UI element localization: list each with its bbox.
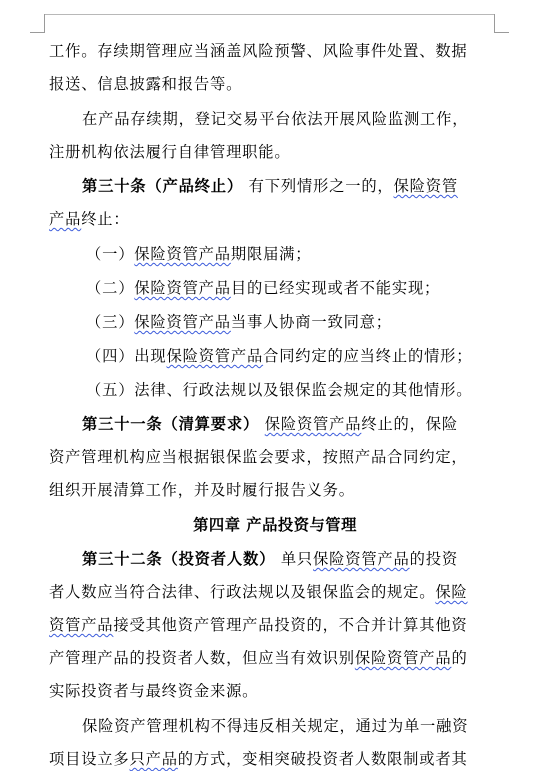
paragraph-line xyxy=(82,716,499,736)
spellcheck-underlined-term: 保险资管产品 xyxy=(166,347,264,365)
text-line xyxy=(49,749,499,769)
spellcheck-underlined-term: 保险资管产品 xyxy=(354,649,452,667)
text-run: （三） xyxy=(86,313,135,331)
text-run: 资产管理机构应当根据银保监会要求，按照产品合同约定， xyxy=(49,448,468,466)
text-run: 目的已经实现或者不能实现； xyxy=(230,279,441,297)
page-top-border xyxy=(44,14,494,15)
text-line xyxy=(49,41,499,61)
text-run: 组织开展清算工作，并及时履行报告义务。 xyxy=(49,481,355,499)
spellcheck-underlined-term: 只产品 xyxy=(129,750,178,768)
article-heading: 第三十一条（清算要求） xyxy=(82,415,260,433)
text-run: 终止的，保险 xyxy=(361,415,458,433)
text-line xyxy=(49,447,499,467)
article-heading: 第三十二条（投资者人数） xyxy=(82,550,276,568)
article-heading: 第三十条（产品终止） xyxy=(82,177,243,195)
spellcheck-underlined-term: 资管产品 xyxy=(49,616,114,634)
text-line xyxy=(49,142,499,162)
spellcheck-underlined-term: 保险 xyxy=(435,583,468,601)
text-run: （四）出现 xyxy=(86,347,167,365)
text-run: 合同约定的应当终止的情形； xyxy=(263,347,473,365)
text-run: （五）法律、行政法规以及银保监会规定的其他情形。 xyxy=(86,381,473,399)
text-run: 产管理产品的投资者人数，但应当有效识别 xyxy=(49,649,355,667)
text-run: 期限届满； xyxy=(230,245,312,263)
text-run: 保险资产管理机构不得违反相关规定，通过为单一融资 xyxy=(82,717,469,735)
spellcheck-underlined-term: 保险资管 xyxy=(393,177,458,195)
text-run: 实际投资者与最终资金来源。 xyxy=(49,682,259,700)
spellcheck-underlined-term: 保险资管产品 xyxy=(134,279,231,297)
text-line xyxy=(49,681,499,701)
spellcheck-underlined-term: 保险资管产品 xyxy=(264,415,362,433)
text-run: 终止： xyxy=(81,210,130,228)
text-line xyxy=(49,480,499,500)
list-item xyxy=(86,346,536,366)
text-run: 在产品存续期，登记交易平台依法开展风险监测工作， xyxy=(82,110,469,128)
text-run: 工作。存续期管理应当涵盖风险预警、风险事件处置、数据 xyxy=(49,42,468,60)
text-run: 注册机构依法履行自律管理职能。 xyxy=(49,143,291,161)
text-line xyxy=(49,648,499,668)
text-run: 的投资 xyxy=(409,550,458,568)
text-line xyxy=(49,582,499,602)
spellcheck-underlined-term: 产品 xyxy=(49,210,82,228)
text-run: 单只 xyxy=(275,550,314,568)
list-item xyxy=(86,312,536,332)
paragraph-line xyxy=(82,109,499,129)
article-32-line xyxy=(82,549,499,569)
spellcheck-underlined-term: 保险资管产品 xyxy=(134,245,231,263)
text-run: 者人数应当符合法律、行政法规以及银保监会的规定。 xyxy=(49,583,436,601)
list-item xyxy=(86,278,536,298)
list-item xyxy=(86,244,536,264)
chapter-title: 第四章 产品投资与管理 xyxy=(193,516,357,534)
article-31-line xyxy=(82,414,499,434)
text-run: 报送、信息披露和报告等。 xyxy=(49,75,243,93)
list-item xyxy=(86,380,536,400)
text-line xyxy=(49,209,499,229)
spellcheck-underlined-term: 保险资管产品 xyxy=(313,550,410,568)
chapter-heading xyxy=(0,515,550,535)
text-line xyxy=(49,615,499,635)
text-run: 的 xyxy=(451,649,468,667)
text-run: （一） xyxy=(86,245,135,263)
text-run: 当事人协商一致同意； xyxy=(230,313,392,331)
text-run: 有下列情形之一的， xyxy=(242,177,394,195)
text-run: 的方式，变相突破投资者人数限制或者其 xyxy=(177,750,468,768)
text-run: 项目设立多 xyxy=(49,750,130,768)
text-run: 接受其他资产管理产品投资的，不合并计算其他资 xyxy=(113,616,468,634)
crop-mark-top-right xyxy=(494,14,509,33)
text-run: （二） xyxy=(86,279,135,297)
spellcheck-underlined-term: 保险资管产品 xyxy=(134,313,231,331)
text-line xyxy=(49,74,499,94)
article-30-line xyxy=(82,176,499,196)
crop-mark-top-left xyxy=(30,14,45,33)
